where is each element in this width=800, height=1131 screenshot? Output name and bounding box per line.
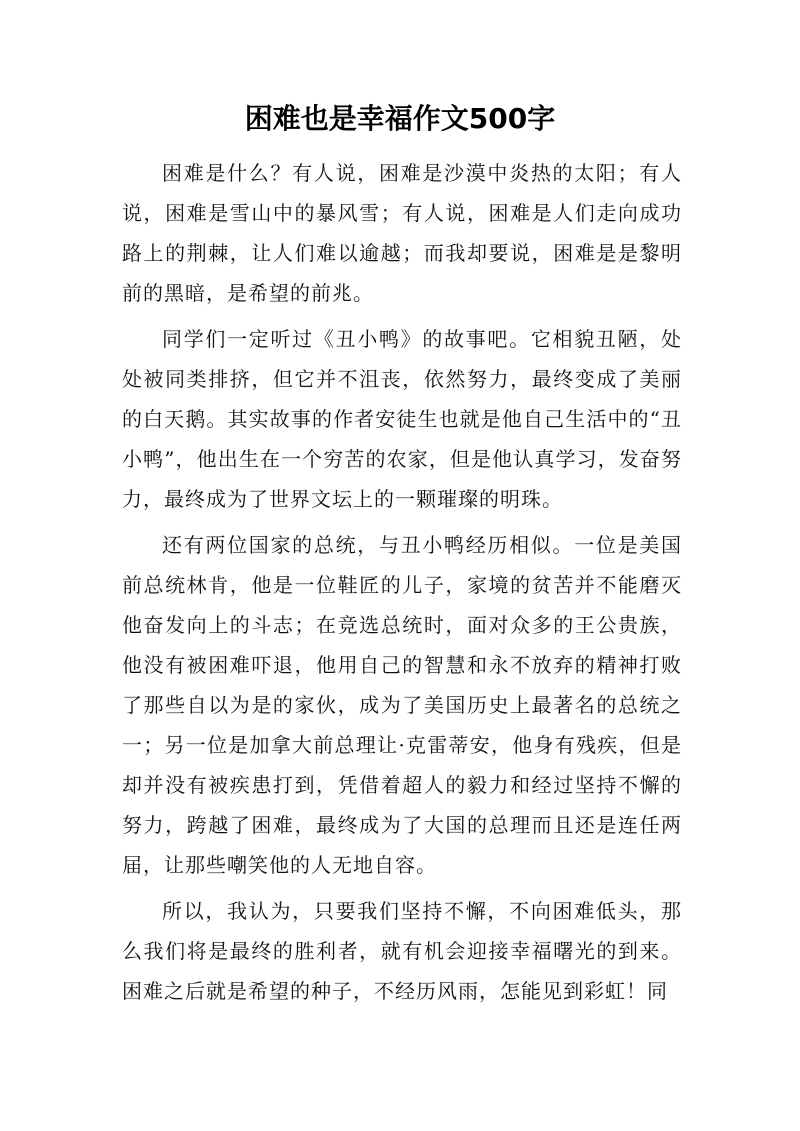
paragraph-1: 困难是什么？有人说，困难是沙漠中炎热的太阳；有人说，困难是雪山中的暴风雪；有人说，困难是人们走向成功路上的荆棘，让人们难以逾越；而我却要说，困难是是黎明前的黑暗，是希望的前兆。 <box>122 161 682 305</box>
paragraph-4: 所以，我认为，只要我们坚持不懈，不向困难低头，那么我们将是最终的胜利者，就有机会迎接幸福曙光的到来。困难之后就是希望的种子，不经历风雨，怎能见到彩虹！同 <box>122 899 682 1003</box>
paragraph-3: 还有两位国家的总统，与丑小鸭经历相似。一位是美国前总统林肯，他是一位鞋匠的儿子，家境的贫苦并不能磨灭他奋发向上的斗志；在竞选总统时，面对众多的王公贵族，他没有被困难吓退，他用自己的智慧和永不放弃的精神打败了那些自以为是的家伙，成为了美国历史上最著名的总统之一；另一位是加拿大前总理让·克雷蒂安，他身有残疾，但是却并没有被疾患打到，凭借着超人的毅力和经过坚持不懈的努力，跨越了困难，最终成为了大国的总理而且还是连任两届，让那些嘲笑他的人无地自容。 <box>122 533 682 877</box>
paragraph-2: 同学们一定听过《丑小鸭》的故事吧。它相貌丑陋，处处被同类排挤，但它并不沮丧，依然努力，最终变成了美丽的白天鹅。其实故事的作者安徒生也就是他自己生活中的“丑小鸭”，他出生在一个穷苦的农家，但是他认真学习，发奋努力，最终成为了世界文坛上的一颗璀璨的明珠。 <box>122 327 682 511</box>
document-body <box>122 153 682 1017</box>
document-title: 困难也是幸福作文500字 <box>244 102 556 135</box>
